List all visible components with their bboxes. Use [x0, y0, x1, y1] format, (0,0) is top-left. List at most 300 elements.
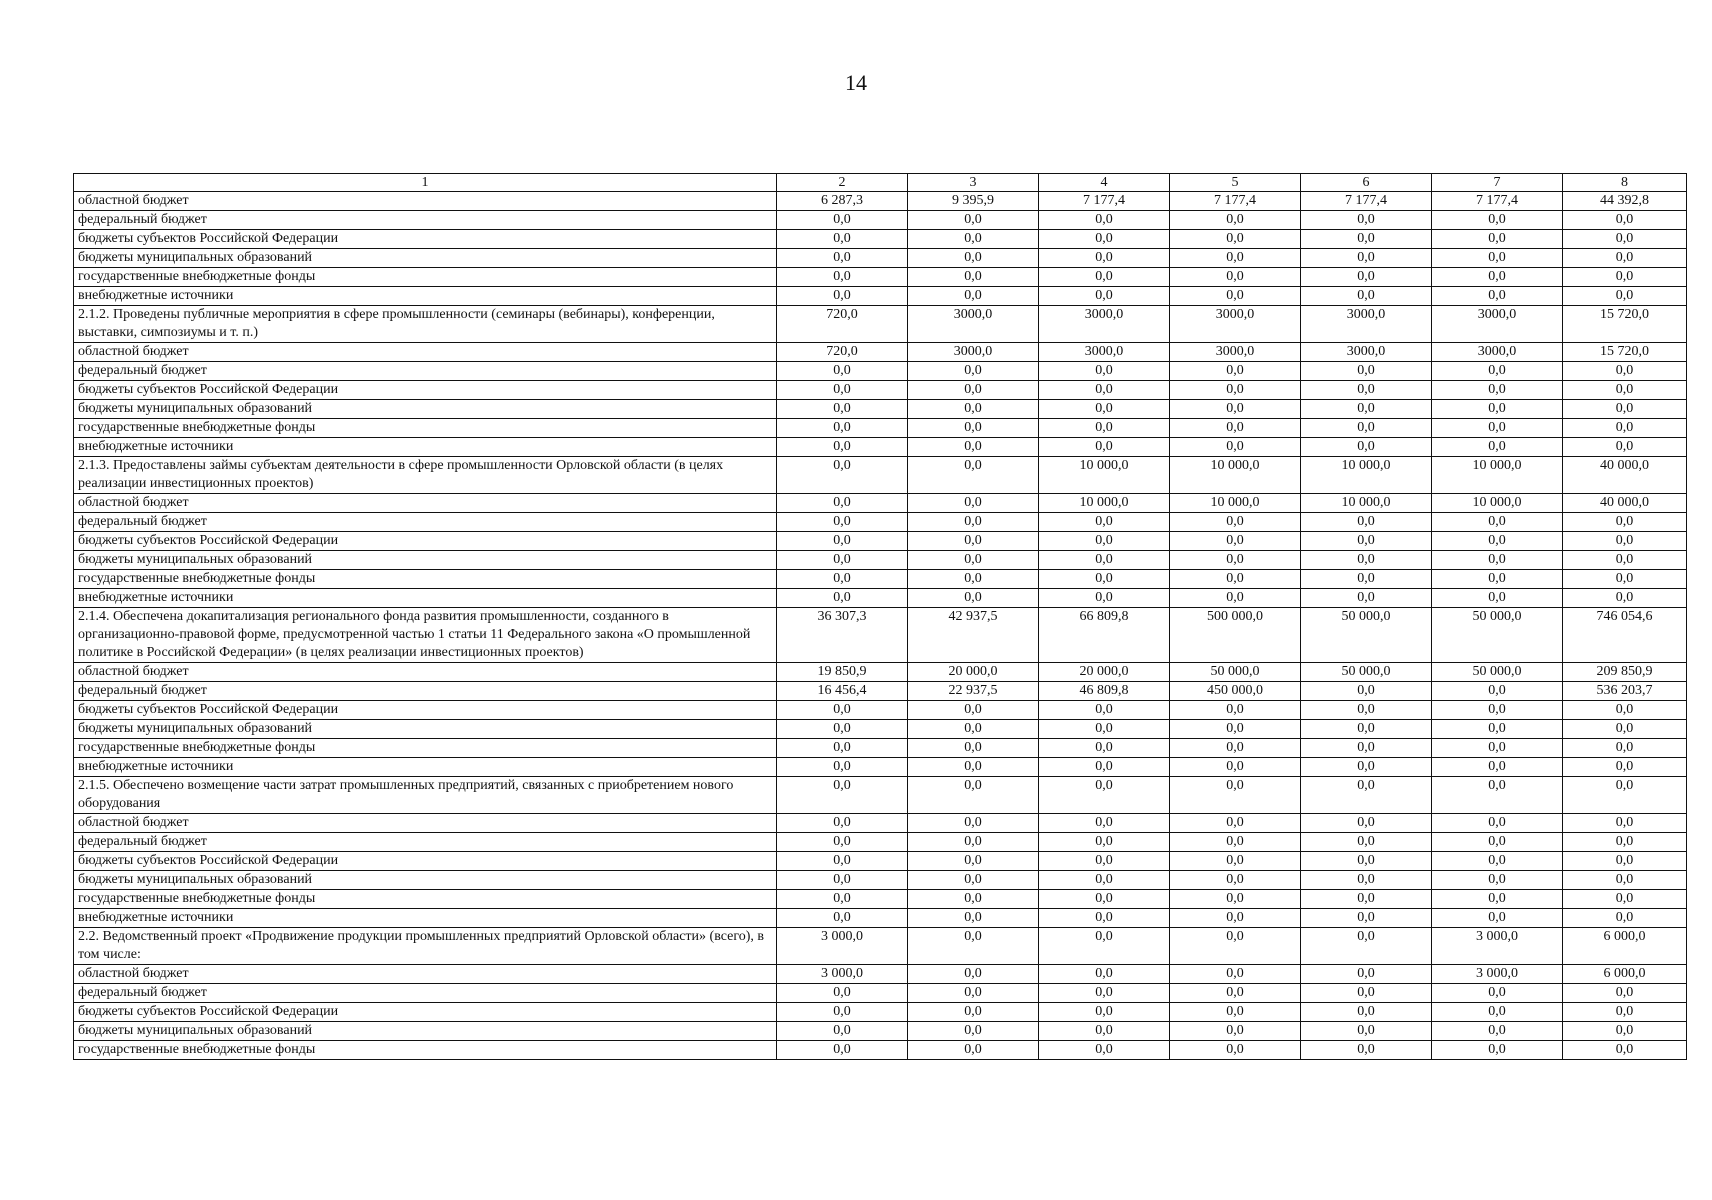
value-cell: 0,0: [908, 890, 1039, 909]
table-row: [74, 249, 1687, 268]
value-cell: 0,0: [1170, 890, 1301, 909]
value-cell: 0,0: [777, 419, 908, 438]
value-cell: 0,0: [908, 551, 1039, 570]
value-cell: 0,0: [777, 400, 908, 419]
value-cell: 0,0: [1563, 909, 1687, 928]
value-cell: 0,0: [1039, 381, 1170, 400]
value-cell: 0,0: [1563, 211, 1687, 230]
value-cell: 0,0: [1039, 419, 1170, 438]
table-row: [74, 362, 1687, 381]
value-cell: 0,0: [908, 965, 1039, 984]
value-cell: 0,0: [1301, 551, 1432, 570]
value-cell: 0,0: [1039, 570, 1170, 589]
value-cell: 450 000,0: [1170, 682, 1301, 701]
value-cell: 0,0: [908, 457, 1039, 494]
value-cell: 50 000,0: [1432, 663, 1563, 682]
row-label: бюджеты муниципальных образований: [74, 871, 777, 890]
value-cell: 0,0: [1301, 739, 1432, 758]
row-label: бюджеты субъектов Российской Федерации: [74, 381, 777, 400]
row-label: бюджеты муниципальных образований: [74, 720, 777, 739]
table-row: [74, 211, 1687, 230]
value-cell: 3000,0: [1301, 306, 1432, 343]
value-cell: 0,0: [1563, 701, 1687, 720]
value-cell: 0,0: [1170, 701, 1301, 720]
row-label: федеральный бюджет: [74, 362, 777, 381]
value-cell: 0,0: [1170, 984, 1301, 1003]
value-cell: 0,0: [1170, 419, 1301, 438]
value-cell: 0,0: [908, 211, 1039, 230]
value-cell: 0,0: [1039, 287, 1170, 306]
row-label: 2.1.4. Обеспечена докапитализация регионального фонда развития промышленности, созданного в организационно-правовой форме, предусмотренной частью 1 статьи 11 Федерального закона «О промышленной политике в Российской Федерации» (в целях реализации инвестиционных проектов): [74, 608, 777, 663]
value-cell: 10 000,0: [1039, 457, 1170, 494]
table-row: [74, 852, 1687, 871]
table-row: [74, 513, 1687, 532]
value-cell: 6 287,3: [777, 192, 908, 211]
table-row: [74, 871, 1687, 890]
value-cell: 0,0: [1039, 249, 1170, 268]
value-cell: 0,0: [1563, 362, 1687, 381]
value-cell: 0,0: [1432, 513, 1563, 532]
table-row: [74, 777, 1687, 814]
value-cell: 0,0: [1563, 419, 1687, 438]
value-cell: 7 177,4: [1301, 192, 1432, 211]
value-cell: 0,0: [908, 720, 1039, 739]
table-row: [74, 1003, 1687, 1022]
value-cell: 3 000,0: [777, 965, 908, 984]
value-cell: 0,0: [1039, 758, 1170, 777]
value-cell: 0,0: [1563, 758, 1687, 777]
value-cell: 0,0: [1563, 589, 1687, 608]
value-cell: 0,0: [1170, 758, 1301, 777]
value-cell: 3 000,0: [1432, 965, 1563, 984]
column-header: 7: [1432, 174, 1563, 192]
value-cell: 0,0: [777, 457, 908, 494]
value-cell: 0,0: [1170, 1022, 1301, 1041]
value-cell: 0,0: [908, 1003, 1039, 1022]
value-cell: 0,0: [1432, 758, 1563, 777]
value-cell: 0,0: [1039, 400, 1170, 419]
value-cell: 0,0: [1432, 890, 1563, 909]
value-cell: 0,0: [1301, 419, 1432, 438]
value-cell: 0,0: [1563, 777, 1687, 814]
value-cell: 0,0: [1301, 965, 1432, 984]
value-cell: 0,0: [777, 852, 908, 871]
value-cell: 0,0: [1039, 720, 1170, 739]
value-cell: 3 000,0: [777, 928, 908, 965]
value-cell: 0,0: [1432, 1003, 1563, 1022]
value-cell: 0,0: [1301, 814, 1432, 833]
table-row: [74, 306, 1687, 343]
value-cell: 3000,0: [908, 343, 1039, 362]
table-header: [74, 174, 1687, 192]
value-cell: 0,0: [1170, 438, 1301, 457]
value-cell: 20 000,0: [908, 663, 1039, 682]
row-label: бюджеты субъектов Российской Федерации: [74, 701, 777, 720]
value-cell: 0,0: [777, 438, 908, 457]
value-cell: 0,0: [777, 589, 908, 608]
column-header: 4: [1039, 174, 1170, 192]
value-cell: 0,0: [1432, 984, 1563, 1003]
value-cell: 0,0: [1039, 589, 1170, 608]
value-cell: 0,0: [777, 1022, 908, 1041]
value-cell: 0,0: [1301, 720, 1432, 739]
table-row: [74, 494, 1687, 513]
row-label: бюджеты муниципальных образований: [74, 551, 777, 570]
row-label: государственные внебюджетные фонды: [74, 268, 777, 287]
row-label: бюджеты субъектов Российской Федерации: [74, 852, 777, 871]
value-cell: 0,0: [1170, 551, 1301, 570]
budget-table: [73, 173, 1687, 1060]
value-cell: 0,0: [1301, 909, 1432, 928]
column-header: 2: [777, 174, 908, 192]
value-cell: 0,0: [777, 984, 908, 1003]
value-cell: 46 809,8: [1039, 682, 1170, 701]
value-cell: 0,0: [908, 814, 1039, 833]
value-cell: 0,0: [1039, 984, 1170, 1003]
value-cell: 6 000,0: [1563, 965, 1687, 984]
value-cell: 0,0: [1039, 268, 1170, 287]
value-cell: 0,0: [777, 739, 908, 758]
column-header: 6: [1301, 174, 1432, 192]
table-row: [74, 701, 1687, 720]
value-cell: 44 392,8: [1563, 192, 1687, 211]
row-label: областной бюджет: [74, 814, 777, 833]
value-cell: 0,0: [1432, 362, 1563, 381]
value-cell: 0,0: [1432, 381, 1563, 400]
value-cell: 0,0: [1563, 230, 1687, 249]
value-cell: 10 000,0: [1170, 494, 1301, 513]
value-cell: 536 203,7: [1563, 682, 1687, 701]
value-cell: 0,0: [1170, 381, 1301, 400]
value-cell: 0,0: [1170, 814, 1301, 833]
value-cell: 0,0: [777, 909, 908, 928]
value-cell: 0,0: [1432, 1022, 1563, 1041]
value-cell: 0,0: [908, 249, 1039, 268]
value-cell: 7 177,4: [1170, 192, 1301, 211]
value-cell: 0,0: [908, 400, 1039, 419]
value-cell: 0,0: [1563, 249, 1687, 268]
row-label: государственные внебюджетные фонды: [74, 890, 777, 909]
value-cell: 15 720,0: [1563, 343, 1687, 362]
value-cell: 0,0: [1039, 777, 1170, 814]
value-cell: 0,0: [1432, 852, 1563, 871]
value-cell: 0,0: [1039, 852, 1170, 871]
value-cell: 3000,0: [1170, 343, 1301, 362]
value-cell: 0,0: [1170, 230, 1301, 249]
value-cell: 0,0: [908, 833, 1039, 852]
value-cell: 0,0: [1563, 438, 1687, 457]
value-cell: 0,0: [777, 287, 908, 306]
value-cell: 500 000,0: [1170, 608, 1301, 663]
value-cell: 0,0: [1301, 438, 1432, 457]
value-cell: 3000,0: [1301, 343, 1432, 362]
value-cell: 0,0: [1301, 777, 1432, 814]
value-cell: 3000,0: [1039, 306, 1170, 343]
value-cell: 0,0: [1039, 230, 1170, 249]
value-cell: 0,0: [1170, 249, 1301, 268]
value-cell: 40 000,0: [1563, 457, 1687, 494]
value-cell: 0,0: [1039, 928, 1170, 965]
value-cell: 0,0: [1432, 739, 1563, 758]
table-row: [74, 928, 1687, 965]
value-cell: 0,0: [1432, 532, 1563, 551]
value-cell: 0,0: [777, 268, 908, 287]
value-cell: 0,0: [1432, 833, 1563, 852]
value-cell: 0,0: [908, 871, 1039, 890]
value-cell: 0,0: [1301, 381, 1432, 400]
value-cell: 0,0: [777, 890, 908, 909]
value-cell: 7 177,4: [1432, 192, 1563, 211]
value-cell: 0,0: [1432, 909, 1563, 928]
value-cell: 0,0: [777, 551, 908, 570]
value-cell: 0,0: [1563, 720, 1687, 739]
value-cell: 0,0: [777, 494, 908, 513]
table-row: [74, 287, 1687, 306]
value-cell: 0,0: [1170, 211, 1301, 230]
row-label: областной бюджет: [74, 192, 777, 211]
value-cell: 0,0: [908, 758, 1039, 777]
row-label: областной бюджет: [74, 965, 777, 984]
value-cell: 0,0: [908, 513, 1039, 532]
value-cell: 66 809,8: [1039, 608, 1170, 663]
value-cell: 0,0: [908, 438, 1039, 457]
table-row: [74, 230, 1687, 249]
value-cell: 0,0: [1170, 965, 1301, 984]
value-cell: 0,0: [1301, 230, 1432, 249]
value-cell: 0,0: [1432, 589, 1563, 608]
table-row: [74, 965, 1687, 984]
value-cell: 0,0: [1563, 532, 1687, 551]
row-label: федеральный бюджет: [74, 682, 777, 701]
value-cell: 0,0: [1301, 589, 1432, 608]
value-cell: 10 000,0: [1301, 457, 1432, 494]
value-cell: 0,0: [1563, 739, 1687, 758]
value-cell: 36 307,3: [777, 608, 908, 663]
value-cell: 0,0: [1301, 268, 1432, 287]
row-label: бюджеты муниципальных образований: [74, 1022, 777, 1041]
value-cell: 0,0: [1039, 871, 1170, 890]
value-cell: 0,0: [777, 701, 908, 720]
value-cell: 0,0: [1432, 438, 1563, 457]
row-label: бюджеты субъектов Российской Федерации: [74, 1003, 777, 1022]
column-header: 3: [908, 174, 1039, 192]
value-cell: 3 000,0: [1432, 928, 1563, 965]
column-number-row: [74, 174, 1687, 192]
value-cell: 0,0: [1563, 852, 1687, 871]
value-cell: 0,0: [1563, 400, 1687, 419]
value-cell: 0,0: [908, 777, 1039, 814]
value-cell: 10 000,0: [1170, 457, 1301, 494]
value-cell: 10 000,0: [1301, 494, 1432, 513]
table-row: [74, 720, 1687, 739]
value-cell: 0,0: [777, 249, 908, 268]
table-row: [74, 551, 1687, 570]
value-cell: 0,0: [1563, 551, 1687, 570]
value-cell: 0,0: [908, 739, 1039, 758]
value-cell: 0,0: [777, 758, 908, 777]
value-cell: 720,0: [777, 343, 908, 362]
value-cell: 40 000,0: [1563, 494, 1687, 513]
value-cell: 0,0: [1301, 570, 1432, 589]
value-cell: 0,0: [777, 833, 908, 852]
value-cell: 0,0: [1301, 833, 1432, 852]
value-cell: 0,0: [908, 909, 1039, 928]
value-cell: 0,0: [1301, 1003, 1432, 1022]
value-cell: 3000,0: [1039, 343, 1170, 362]
value-cell: 3000,0: [1170, 306, 1301, 343]
value-cell: 0,0: [1301, 400, 1432, 419]
table-row: [74, 663, 1687, 682]
value-cell: 0,0: [1170, 720, 1301, 739]
value-cell: 0,0: [777, 230, 908, 249]
row-label: внебюджетные источники: [74, 758, 777, 777]
table-row: [74, 984, 1687, 1003]
row-label: 2.1.2. Проведены публичные мероприятия в сфере промышленности (семинары (вебинары), конференции, выставки, симпозиумы и т. п.): [74, 306, 777, 343]
value-cell: 0,0: [1432, 268, 1563, 287]
value-cell: 0,0: [908, 570, 1039, 589]
value-cell: 0,0: [1563, 984, 1687, 1003]
value-cell: 0,0: [1170, 928, 1301, 965]
row-label: государственные внебюджетные фонды: [74, 739, 777, 758]
value-cell: 0,0: [1170, 268, 1301, 287]
row-label: внебюджетные источники: [74, 909, 777, 928]
value-cell: 0,0: [1563, 513, 1687, 532]
table-row: [74, 682, 1687, 701]
table-row: [74, 833, 1687, 852]
value-cell: 0,0: [777, 871, 908, 890]
row-label: 2.1.5. Обеспечено возмещение части затрат промышленных предприятий, связанных с приобретением нового оборудования: [74, 777, 777, 814]
value-cell: 746 054,6: [1563, 608, 1687, 663]
value-cell: 0,0: [1432, 551, 1563, 570]
value-cell: 0,0: [1301, 532, 1432, 551]
value-cell: 0,0: [1432, 871, 1563, 890]
value-cell: 0,0: [777, 570, 908, 589]
table-row: [74, 532, 1687, 551]
value-cell: 16 456,4: [777, 682, 908, 701]
row-label: бюджеты муниципальных образований: [74, 400, 777, 419]
value-cell: 0,0: [1170, 1041, 1301, 1060]
value-cell: 0,0: [1301, 758, 1432, 777]
row-label: областной бюджет: [74, 663, 777, 682]
value-cell: 0,0: [1170, 777, 1301, 814]
value-cell: 0,0: [777, 1003, 908, 1022]
value-cell: 0,0: [1039, 1041, 1170, 1060]
row-label: федеральный бюджет: [74, 833, 777, 852]
row-label: бюджеты субъектов Российской Федерации: [74, 532, 777, 551]
value-cell: 0,0: [1432, 249, 1563, 268]
value-cell: 0,0: [1170, 400, 1301, 419]
value-cell: 209 850,9: [1563, 663, 1687, 682]
value-cell: 0,0: [1432, 287, 1563, 306]
table-row: [74, 758, 1687, 777]
value-cell: 0,0: [908, 852, 1039, 871]
value-cell: 50 000,0: [1170, 663, 1301, 682]
value-cell: 0,0: [1301, 362, 1432, 381]
value-cell: 15 720,0: [1563, 306, 1687, 343]
value-cell: 0,0: [1301, 287, 1432, 306]
value-cell: 19 850,9: [777, 663, 908, 682]
row-label: областной бюджет: [74, 494, 777, 513]
value-cell: 0,0: [1563, 287, 1687, 306]
table-row: [74, 457, 1687, 494]
value-cell: 0,0: [908, 381, 1039, 400]
value-cell: 0,0: [1563, 1003, 1687, 1022]
value-cell: 0,0: [1039, 438, 1170, 457]
value-cell: 0,0: [1563, 871, 1687, 890]
value-cell: 0,0: [908, 287, 1039, 306]
value-cell: 0,0: [777, 777, 908, 814]
value-cell: 0,0: [908, 589, 1039, 608]
value-cell: 0,0: [1301, 513, 1432, 532]
table-row: [74, 1022, 1687, 1041]
table-row: [74, 589, 1687, 608]
column-header: 8: [1563, 174, 1687, 192]
value-cell: 0,0: [1170, 739, 1301, 758]
value-cell: 0,0: [1301, 249, 1432, 268]
value-cell: 0,0: [1301, 984, 1432, 1003]
value-cell: 0,0: [1170, 589, 1301, 608]
value-cell: 0,0: [1301, 211, 1432, 230]
value-cell: 0,0: [1301, 682, 1432, 701]
value-cell: 0,0: [1301, 890, 1432, 909]
value-cell: 0,0: [908, 1022, 1039, 1041]
value-cell: 720,0: [777, 306, 908, 343]
value-cell: 0,0: [1563, 814, 1687, 833]
page-number: 14: [845, 70, 867, 95]
row-label: внебюджетные источники: [74, 287, 777, 306]
value-cell: 0,0: [908, 984, 1039, 1003]
value-cell: 0,0: [1563, 890, 1687, 909]
column-header: 1: [74, 174, 777, 192]
value-cell: 0,0: [1432, 777, 1563, 814]
value-cell: 0,0: [1432, 419, 1563, 438]
table-row: [74, 192, 1687, 211]
row-label: областной бюджет: [74, 343, 777, 362]
table-row: [74, 1041, 1687, 1060]
value-cell: 0,0: [1563, 381, 1687, 400]
value-cell: 0,0: [1563, 833, 1687, 852]
value-cell: 0,0: [1039, 513, 1170, 532]
value-cell: 10 000,0: [1039, 494, 1170, 513]
value-cell: 0,0: [908, 362, 1039, 381]
table-row: [74, 608, 1687, 663]
value-cell: 0,0: [1301, 871, 1432, 890]
value-cell: 0,0: [1301, 1022, 1432, 1041]
table-row: [74, 739, 1687, 758]
value-cell: 0,0: [1039, 833, 1170, 852]
value-cell: 0,0: [908, 230, 1039, 249]
value-cell: 0,0: [1432, 570, 1563, 589]
value-cell: 3000,0: [908, 306, 1039, 343]
value-cell: 0,0: [1170, 362, 1301, 381]
value-cell: 0,0: [908, 928, 1039, 965]
value-cell: 0,0: [908, 419, 1039, 438]
value-cell: 0,0: [1301, 701, 1432, 720]
table-row: [74, 343, 1687, 362]
value-cell: 3000,0: [1432, 306, 1563, 343]
row-label: государственные внебюджетные фонды: [74, 570, 777, 589]
value-cell: 0,0: [1301, 1041, 1432, 1060]
value-cell: 0,0: [777, 1041, 908, 1060]
value-cell: 0,0: [1432, 720, 1563, 739]
table-row: [74, 570, 1687, 589]
value-cell: 0,0: [1039, 1022, 1170, 1041]
value-cell: 0,0: [1039, 551, 1170, 570]
value-cell: 0,0: [1039, 909, 1170, 928]
value-cell: 0,0: [1563, 570, 1687, 589]
value-cell: 0,0: [777, 720, 908, 739]
value-cell: 0,0: [1432, 230, 1563, 249]
